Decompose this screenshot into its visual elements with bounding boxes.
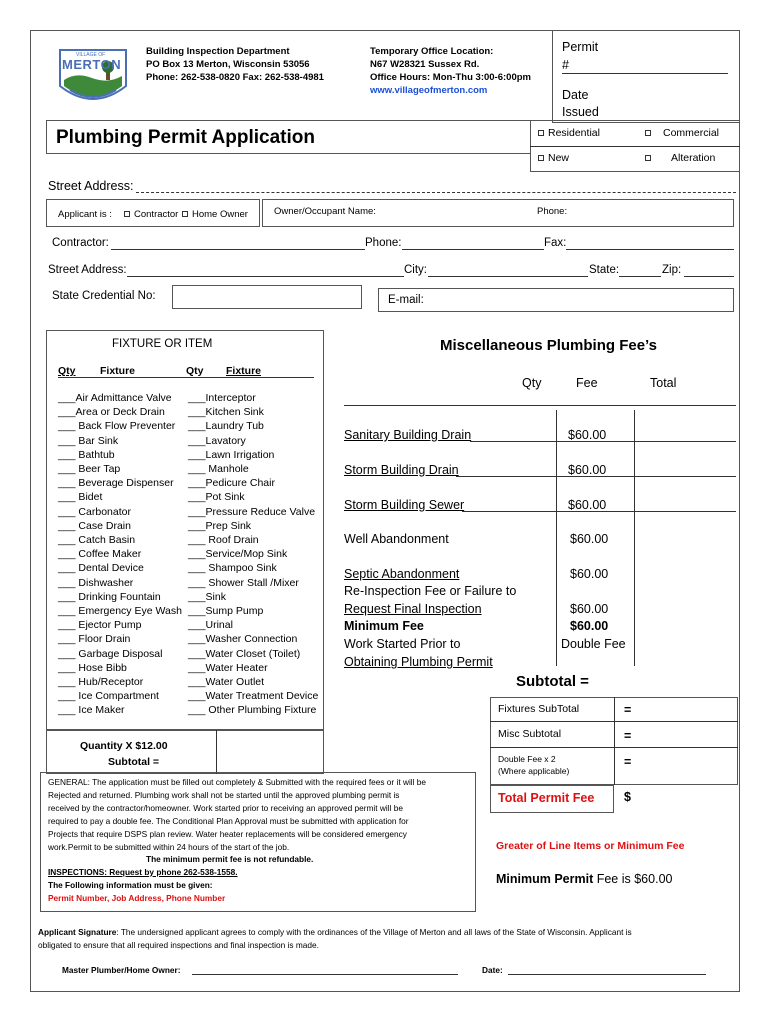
website-link[interactable]: www.villageofmerton.com bbox=[370, 85, 488, 96]
contractor-street-label: Street Address: bbox=[48, 264, 127, 276]
new-checkbox[interactable] bbox=[538, 155, 544, 161]
master-plumber-label: Master Plumber/Home Owner: bbox=[62, 965, 181, 975]
fixture-item[interactable]: ___ Dishwasher bbox=[58, 576, 134, 589]
fixture-item[interactable]: ___ Other Plumbing Fixture bbox=[188, 704, 317, 717]
minimum-permit-note bbox=[496, 872, 672, 886]
dept-phone-fax: Phone: 262-538-0820 Fax: 262-538-4981 bbox=[146, 72, 324, 83]
septic-abandonment-label: Septic Abandonment bbox=[344, 567, 460, 581]
signature-statement bbox=[38, 926, 738, 952]
fixture-item[interactable]: ___ Ice Maker bbox=[58, 704, 125, 717]
contractor-line[interactable] bbox=[111, 249, 365, 250]
state-label: State: bbox=[589, 264, 620, 276]
misc-fee-header: Fee bbox=[576, 376, 598, 390]
office-title: Temporary Office Location: bbox=[370, 46, 494, 57]
zip-line[interactable] bbox=[684, 276, 734, 277]
fixture-name-header-2: Fixture bbox=[226, 365, 262, 377]
new-label: New bbox=[548, 152, 570, 164]
general-line: work.Permit to be submitted within 24 hours of the start of the job. bbox=[48, 842, 290, 853]
commercial-checkbox[interactable] bbox=[645, 130, 651, 136]
fixture-item[interactable]: ___Area or Deck Drain bbox=[58, 406, 165, 419]
fixture-item[interactable]: ___ Back Flow Preventer bbox=[58, 420, 176, 433]
email-label: E-mail: bbox=[388, 294, 424, 306]
street-address-line[interactable] bbox=[136, 192, 736, 193]
fixture-item[interactable]: ___ Bathtub bbox=[58, 448, 115, 461]
fixture-item[interactable]: ___ Bidet bbox=[58, 491, 103, 504]
general-line: required to pay a double fee. The Conditional Plan Approval must be submitted with application for bbox=[48, 816, 409, 827]
reinspection-fee: $60.00 bbox=[570, 602, 609, 616]
street-address-label: Street Address: bbox=[48, 179, 134, 193]
home-owner-checkbox[interactable] bbox=[182, 211, 188, 217]
alteration-label: Alteration bbox=[671, 152, 716, 164]
fixture-name-header-1: Fixture bbox=[100, 365, 136, 377]
minimum-fee-value: $60.00 bbox=[570, 619, 609, 633]
fixture-item[interactable]: ___ Ice Compartment bbox=[58, 690, 159, 703]
fixture-item[interactable]: ___ Coffee Maker bbox=[58, 548, 142, 561]
contractor-fax-label: Fax: bbox=[544, 237, 567, 249]
reinspection-label-1: Re-Inspection Fee or Failure to bbox=[344, 584, 517, 598]
general-line: Projects that require DSPS plan review. Water heater replacements will be considered emergency bbox=[48, 829, 407, 840]
storm-sewer-line[interactable] bbox=[462, 511, 736, 512]
inspections-note: INSPECTIONS: Request by phone 262-538-1558. bbox=[48, 867, 238, 877]
dept-address: PO Box 13 Merton, Wisconsin 53056 bbox=[146, 59, 310, 70]
fixture-item[interactable]: ___Sink bbox=[188, 590, 226, 603]
signature-text-1: : The undersigned applicant agrees to comply with the ordinances of the Village of Merton and all laws of the State of Wisconsin. Applicant is bbox=[116, 927, 632, 937]
not-refundable-note: The minimum permit fee is not refundable. bbox=[146, 854, 314, 864]
office-hours: Office Hours: Mon-Thu 3:00-6:00pm bbox=[370, 72, 531, 83]
home-owner-option-label: Home Owner bbox=[192, 209, 248, 220]
contractor-option-label: Contractor bbox=[134, 209, 179, 220]
work-started-fee: Double Fee bbox=[561, 637, 626, 651]
fixture-qty-header-2: Qty bbox=[186, 365, 204, 377]
fixture-item[interactable]: ___ Garbage Disposal bbox=[58, 647, 163, 660]
double-fee-label bbox=[498, 753, 569, 777]
fixture-item[interactable]: ___ Manhole bbox=[188, 463, 249, 476]
contractor-fax-line[interactable] bbox=[566, 249, 734, 250]
work-started-label-1: Work Started Prior to bbox=[344, 637, 461, 651]
fixture-item[interactable]: ___ Carbonator bbox=[58, 505, 131, 518]
credential-input[interactable] bbox=[172, 285, 362, 309]
fixture-item[interactable]: ___ Case Drain bbox=[58, 519, 131, 532]
contractor-label: Contractor: bbox=[52, 237, 109, 249]
fixture-item[interactable]: ___Urinal bbox=[188, 619, 233, 632]
home-owner-option[interactable] bbox=[182, 209, 248, 220]
misc-subtotal-eq[interactable]: = bbox=[624, 729, 632, 743]
fixture-item[interactable]: ___Service/Mop Sink bbox=[188, 548, 288, 561]
fixture-item[interactable]: ___ Drinking Fountain bbox=[58, 590, 161, 603]
fixture-item[interactable]: ___ Emergency Eye Wash bbox=[58, 605, 182, 618]
fixture-item[interactable]: ___Lawn Irrigation bbox=[188, 448, 275, 461]
permit-number-label: # bbox=[562, 58, 569, 72]
reinspection-label-2: Request Final Inspection bbox=[344, 602, 482, 616]
commercial-label: Commercial bbox=[663, 127, 720, 139]
fixture-column-1 bbox=[58, 391, 182, 718]
fixture-item[interactable]: ___Lavatory bbox=[188, 434, 246, 447]
misc-total-header: Total bbox=[650, 376, 677, 390]
date-label: Date bbox=[562, 88, 589, 102]
zip-label: Zip: bbox=[662, 264, 682, 276]
total-permit-fee-value[interactable]: $ bbox=[624, 790, 631, 804]
fixture-item[interactable]: ___ Floor Drain bbox=[58, 633, 131, 646]
fixture-item[interactable]: ___Water Heater bbox=[188, 661, 268, 674]
residential-checkbox[interactable] bbox=[538, 130, 544, 136]
signature-label: Applicant Signature bbox=[38, 927, 117, 937]
fixture-item[interactable]: ___ Hub/Receptor bbox=[58, 676, 144, 689]
issued-label: Issued bbox=[562, 105, 599, 119]
fixture-item[interactable]: ___ Ejector Pump bbox=[58, 619, 142, 632]
storm-sewer-fee: $60.00 bbox=[568, 498, 607, 512]
fixture-item[interactable]: ___Water Closet (Toilet) bbox=[188, 647, 301, 660]
double-fee-line-1: Double Fee x 2 bbox=[498, 754, 556, 764]
contractor-checkbox[interactable] bbox=[124, 211, 130, 217]
subtotal-col-divider bbox=[614, 697, 615, 785]
quantity-x-label: Quantity X $12.00 bbox=[80, 740, 168, 752]
fixture-item[interactable]: ___Pot Sink bbox=[188, 491, 245, 504]
fixture-item[interactable]: ___ Bar Sink bbox=[58, 434, 119, 447]
misc-qty-header: Qty bbox=[522, 376, 542, 390]
sanitary-drain-line[interactable] bbox=[470, 441, 736, 442]
storm-sewer-label: Storm Building Sewer bbox=[344, 498, 465, 512]
quantity-subtotal-label: Subtotal = bbox=[108, 756, 160, 768]
owner-phone-label: Phone: bbox=[537, 206, 568, 217]
fixture-item[interactable]: ___ Beverage Dispenser bbox=[58, 477, 174, 490]
double-fee-eq[interactable]: = bbox=[624, 755, 632, 769]
quantity-divider bbox=[216, 730, 217, 774]
fixture-item[interactable]: ___ Catch Basin bbox=[58, 534, 136, 547]
fixture-item[interactable]: ___Washer Connection bbox=[188, 633, 298, 646]
fixture-item[interactable]: ___Laundry Tub bbox=[188, 420, 264, 433]
total-permit-fee-label: Total Permit Fee bbox=[498, 791, 595, 805]
fixture-item[interactable]: ___Water Outlet bbox=[188, 676, 265, 689]
fixture-item[interactable]: ___ Hose Bibb bbox=[58, 661, 127, 674]
fixture-column-2 bbox=[188, 391, 318, 718]
owner-label: Owner/Occupant Name: bbox=[274, 206, 376, 217]
fixture-item[interactable]: ___ Dental Device bbox=[58, 562, 144, 575]
applicant-is-label: Applicant is : bbox=[58, 209, 112, 220]
sanitary-drain-label: Sanitary Building Drain bbox=[344, 428, 472, 442]
residential-option[interactable] bbox=[538, 127, 600, 139]
storm-drain-fee: $60.00 bbox=[568, 463, 607, 477]
misc-subtotal-label: Misc Subtotal bbox=[498, 728, 562, 740]
work-started-label-2: Obtaining Plumbing Permit bbox=[344, 655, 493, 669]
fixture-header-rule bbox=[58, 377, 314, 378]
commercial-option[interactable] bbox=[645, 127, 719, 139]
well-abandonment-label: Well Abandonment bbox=[344, 532, 449, 546]
misc-heading: Miscellaneous Plumbing Fee’s bbox=[440, 337, 658, 354]
subtotal-heading: Subtotal = bbox=[516, 673, 589, 690]
city-label: City: bbox=[404, 264, 427, 276]
signature-text-2: obligated to ensure that all required inspections and final inspection is made. bbox=[38, 940, 319, 950]
fixture-item[interactable]: ___Sump Pump bbox=[188, 605, 264, 618]
fixture-item[interactable]: ___Kitchen Sink bbox=[188, 406, 264, 419]
signature-date-label: Date: bbox=[482, 965, 503, 975]
general-line: Rejected and returned. Plumbing work shall not be started until the approved plumbing permit is bbox=[48, 790, 400, 801]
fixture-item[interactable]: ___ Beer Tap bbox=[58, 463, 121, 476]
fixture-qty-header-1: Qty bbox=[58, 365, 76, 377]
required-info-note: Permit Number, Job Address, Phone Number bbox=[48, 893, 226, 903]
city-line[interactable] bbox=[428, 276, 588, 277]
alteration-checkbox[interactable] bbox=[645, 155, 651, 161]
email-input[interactable] bbox=[378, 288, 734, 312]
state-line[interactable] bbox=[619, 276, 661, 277]
new-option[interactable] bbox=[538, 152, 569, 164]
contractor-phone-line[interactable] bbox=[402, 249, 544, 250]
fixture-heading: FIXTURE OR ITEM bbox=[112, 338, 213, 350]
fixture-item[interactable]: ___Pedicure Chair bbox=[188, 477, 275, 490]
storm-drain-line[interactable] bbox=[456, 476, 736, 477]
fixture-item[interactable]: ___ Roof Drain bbox=[188, 534, 259, 547]
fixture-item[interactable]: ___ Shampoo Sink bbox=[188, 562, 277, 575]
greater-of-note: Greater of Line Items or Minimum Fee bbox=[496, 840, 685, 852]
fixture-item[interactable]: ___Water Treatment Device bbox=[188, 690, 319, 703]
fixture-item[interactable]: ___Interceptor bbox=[188, 392, 256, 404]
credential-label: State Credential No: bbox=[52, 290, 156, 302]
misc-col-divider-2 bbox=[634, 410, 635, 666]
contractor-option[interactable] bbox=[124, 209, 178, 220]
minimum-fee-label: Minimum Fee bbox=[344, 619, 424, 633]
quantity-subtotal-box bbox=[46, 730, 324, 774]
fixtures-subtotal-label: Fixtures SubTotal bbox=[498, 703, 580, 715]
logo-small-text: VILLAGE OF bbox=[76, 52, 106, 58]
dept-name: Building Inspection Department bbox=[146, 46, 290, 57]
fixture-item[interactable]: ___Prep Sink bbox=[188, 519, 252, 532]
minimum-permit-rest: Fee is $60.00 bbox=[593, 872, 673, 886]
dept-info bbox=[146, 45, 324, 84]
storm-drain-label: Storm Building Drain bbox=[344, 463, 459, 477]
signature-date-line[interactable] bbox=[508, 974, 706, 975]
well-abandonment-fee: $60.00 bbox=[570, 532, 609, 546]
double-fee-line-2: (Where applicable) bbox=[498, 766, 570, 776]
residential-label: Residential bbox=[548, 127, 600, 139]
alteration-option[interactable] bbox=[645, 152, 715, 164]
office-address: N67 W28321 Sussex Rd. bbox=[370, 59, 480, 70]
general-text bbox=[48, 776, 426, 855]
master-plumber-signature-line[interactable] bbox=[192, 974, 458, 975]
permit-number-line[interactable] bbox=[562, 73, 728, 74]
misc-col-divider-1 bbox=[556, 410, 557, 666]
permit-label: Permit bbox=[562, 40, 599, 54]
general-line: GENERAL: The application must be filled out completely & Submitted with the required fees or it will be bbox=[48, 777, 427, 787]
general-line: received by the contractor/homeowner. Work started prior to receiving an approved permit will be bbox=[48, 803, 403, 814]
office-info bbox=[370, 45, 531, 97]
contractor-street-line[interactable] bbox=[127, 276, 404, 277]
page-title: Plumbing Permit Application bbox=[56, 127, 315, 148]
sanitary-drain-fee: $60.00 bbox=[568, 428, 607, 442]
minimum-permit-bold: Minimum Permit bbox=[496, 872, 594, 886]
misc-header-rule bbox=[344, 405, 736, 406]
septic-abandonment-fee: $60.00 bbox=[570, 567, 609, 581]
type-divider bbox=[530, 146, 740, 147]
fixture-item[interactable]: ___ Shower Stall /Mixer bbox=[188, 576, 299, 589]
logo-big-text: MERTON bbox=[62, 57, 122, 72]
fixture-item[interactable]: ___Pressure Reduce Valve bbox=[188, 505, 316, 518]
fixtures-subtotal-eq[interactable]: = bbox=[624, 703, 632, 717]
contractor-phone-label: Phone: bbox=[365, 237, 402, 249]
following-note: The Following information must be given: bbox=[48, 880, 213, 890]
fixture-item[interactable]: ___Air Admittance Valve bbox=[58, 392, 172, 404]
